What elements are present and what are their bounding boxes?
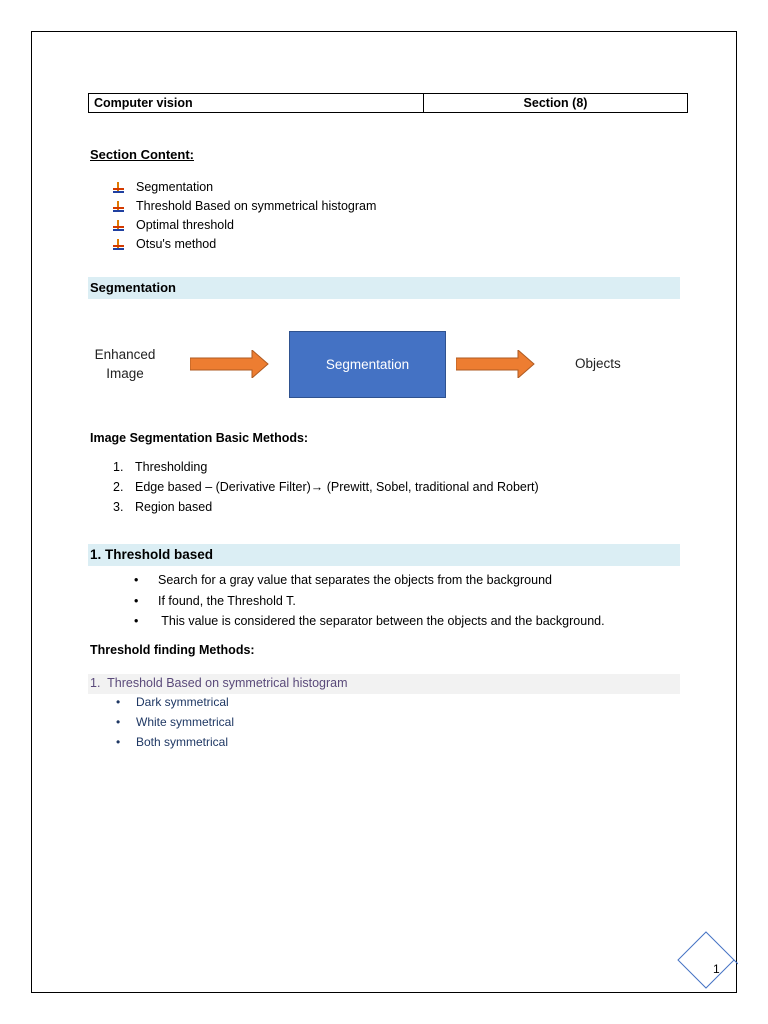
header-section: Section (8)	[523, 96, 588, 110]
symmetrical-histogram-subheading: 1. Threshold Based on symmetrical histogram	[88, 674, 680, 694]
bullet-icon	[112, 219, 136, 231]
list-item: • Dark symmetrical	[116, 695, 234, 715]
section-content-title: Section Content:	[90, 147, 194, 162]
segmentation-process-box: Segmentation	[289, 331, 446, 398]
list-item: • Search for a gray value that separates the objects from the background	[134, 573, 605, 594]
list-item: • White symmetrical	[116, 715, 234, 735]
arrow-right-icon	[456, 350, 536, 378]
bullet-icon: •	[116, 715, 121, 729]
list-item-label: Threshold Based on symmetrical histogram	[136, 198, 377, 213]
bullet-icon: •	[134, 573, 139, 587]
list-item	[112, 234, 376, 253]
list-item	[112, 215, 376, 234]
header-table	[88, 93, 688, 113]
basic-methods-title: Image Segmentation Basic Methods:	[90, 431, 309, 445]
diagram-output-label: Objects	[575, 356, 621, 371]
list-item: 1. Thresholding	[113, 460, 208, 474]
basic-methods-list	[113, 460, 539, 520]
list-item-label: Optimal threshold	[136, 217, 234, 232]
threshold-based-heading: 1. Threshold based	[88, 544, 680, 566]
finding-methods-title: Threshold finding Methods:	[90, 643, 255, 657]
symmetrical-list	[116, 695, 234, 755]
list-item-label: Segmentation	[136, 179, 214, 194]
page-number-diamond-icon	[676, 930, 738, 992]
page-border-bottom-double	[33, 991, 737, 993]
header-course: Computer vision	[89, 94, 424, 112]
list-item: 3. Region based	[113, 500, 213, 514]
list-item-label: Otsu's method	[136, 236, 217, 251]
bullet-icon: •	[134, 614, 139, 628]
list-item: • If found, the Threshold T.	[134, 594, 605, 615]
bullet-icon: •	[134, 593, 139, 608]
bullet-icon	[112, 181, 136, 193]
bullet-icon	[112, 200, 136, 212]
threshold-bullet-list	[134, 573, 605, 635]
bullet-icon: •	[116, 735, 121, 749]
bullet-icon: •	[116, 695, 121, 709]
list-item: • This value is considered the separator between the objects and the background.	[134, 614, 605, 635]
diagram-input-label: Enhanced Image	[94, 347, 156, 381]
list-item	[112, 196, 376, 215]
bullet-icon	[112, 238, 136, 250]
list-item: 2. Edge based – (Derivative Filter)→ (Prewitt, Sobel, traditional and Robert)	[113, 480, 539, 494]
list-item	[112, 177, 376, 196]
page-number: 1	[713, 962, 720, 976]
segmentation-heading: Segmentation	[88, 277, 680, 299]
section-content-list	[112, 177, 376, 253]
list-item: • Both symmetrical	[116, 735, 234, 755]
arrow-right-icon	[190, 350, 270, 378]
